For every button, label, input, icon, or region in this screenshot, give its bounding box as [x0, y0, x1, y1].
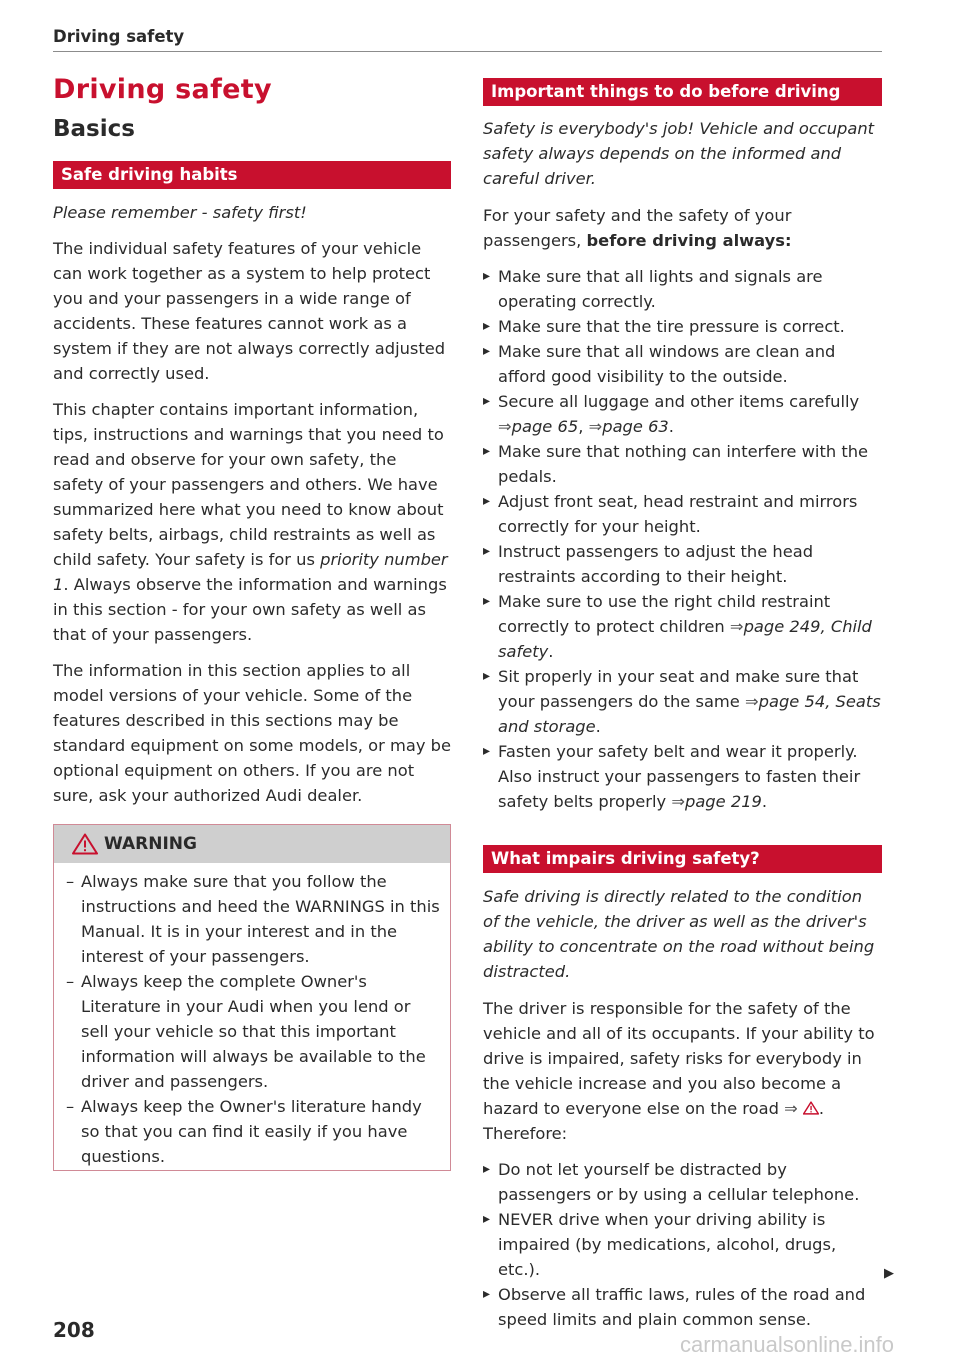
page-ref-link[interactable]: page 54, Seats and storage: [498, 692, 881, 736]
list-item: ▸ Observe all traffic laws, rules of the road and speed limits and plain common sense.: [483, 1282, 882, 1332]
subsection-heading-safe-driving-habits: Safe driving habits: [53, 161, 451, 189]
page-ref-link[interactable]: page 65: [511, 417, 579, 436]
warning-item: – Always keep the complete Owner's Literature in your Audi when you lend or sell your vehicle so that this important information will always be available to the driver and passengers.: [66, 969, 440, 1094]
list-item: ▸ NEVER drive when your driving ability is impaired (by medications, alcohol, drugs, etc.).: [483, 1207, 882, 1282]
list-item: ▸ Make sure that all windows are clean and afford good visibility to the outside.: [483, 339, 882, 389]
left-body: [53, 200, 451, 808]
warning-header: [54, 825, 450, 863]
page-number: 208: [53, 1318, 95, 1342]
page-ref-link[interactable]: page 249, Child safety: [498, 617, 872, 661]
warning-body: [66, 869, 440, 1169]
checklist: [483, 264, 882, 814]
list-item: ▸ Make sure that nothing can interfere with the pedals.: [483, 439, 882, 489]
page-ref-link[interactable]: page 63: [602, 417, 669, 436]
list-item: ▸ Make sure that all lights and signals are operating correctly.: [483, 264, 882, 314]
warning-label: WARNING: [104, 834, 197, 854]
list-item: ▸ Make sure that the tire pressure is correct.: [483, 314, 882, 339]
checklist: [483, 1157, 882, 1332]
paragraph: For your safety and the safety of your passengers, before driving always:: [483, 206, 792, 250]
list-item: ▸ Make sure to use the right child restraint correctly to protect children ⇒page 249, Child safety.: [483, 589, 882, 664]
header-rule: [53, 51, 882, 52]
continue-arrow-icon: ▶: [884, 1266, 894, 1281]
paragraph: The driver is responsible for the safety of the vehicle and all of its occupants. If your ability to drive is impaired, safety risks for everybody in the vehicle increase and you also become a hazard to everyone else on the road ⇒ . Therefore:: [483, 999, 875, 1143]
list-item: ▸ Do not let yourself be distracted by passengers or by using a cellular telephone.: [483, 1157, 882, 1207]
warning-box: [53, 824, 451, 1171]
list-item: ▸ Fasten your safety belt and wear it properly. Also instruct your passengers to fasten their safety belts properly ⇒page 219.: [483, 739, 882, 814]
list-item: ▸ Sit properly in your seat and make sure that your passengers do the same ⇒page 54, Seats and storage.: [483, 664, 882, 739]
warning-triangle-icon: [72, 833, 98, 855]
paragraph: This chapter contains important information, tips, instructions and warnings that you need to read and observe for your own safety, the safety of your passengers and others. We have summarized here what you need to know about safety belts, airbags, child restraints as well as child safety. Your safety is for us priority number 1. Always observe the information and warnings in this section - for your own safety as well as that of your passengers.: [53, 400, 448, 644]
lead-text: Safety is everybody's job! Vehicle and occupant safety always depends on the informed and careful driver.: [483, 119, 875, 188]
heading-what-impairs: What impairs driving safety?: [483, 845, 882, 873]
lead-text: Please remember - safety first!: [53, 203, 307, 222]
warning-item: – Always make sure that you follow the instructions and heed the WARNINGS in this Manual. It is in your interest and in the interest of your passengers.: [66, 869, 440, 969]
list-item: ▸ Secure all luggage and other items carefully ⇒page 65, ⇒page 63.: [483, 389, 882, 439]
warning-item: – Always keep the Owner's literature handy so that you can find it easily if you have questions.: [66, 1094, 440, 1169]
warning-triangle-icon[interactable]: [803, 1101, 819, 1115]
list-item: ▸ Adjust front seat, head restraint and mirrors correctly for your height.: [483, 489, 882, 539]
chapter-title: Driving safety: [53, 74, 272, 105]
before-driving-body: [483, 116, 882, 814]
impairs-body: [483, 884, 882, 1332]
running-header: Driving safety: [53, 27, 185, 46]
page-ref-link[interactable]: page 219: [685, 792, 762, 811]
heading-before-driving: Important things to do before driving: [483, 78, 882, 106]
section-title: Basics: [53, 116, 135, 142]
lead-text: Safe driving is directly related to the condition of the vehicle, the driver as well as the driver's ability to concentrate on the road without being distracted.: [483, 887, 875, 981]
list-item: ▸ Instruct passengers to adjust the head restraints according to their height.: [483, 539, 882, 589]
paragraph: The individual safety features of your vehicle can work together as a system to help protect you and your passengers in a wide range of accidents. These features cannot work as a system if they are not always correctly adjusted and correctly used.: [53, 239, 446, 383]
watermark: carmanualsonline.info: [680, 1332, 895, 1357]
paragraph: The information in this section applies to all model versions of your vehicle. Some of the features described in this sections may be standard equipment on some models, or may be optional equipment on others. If you are not sure, ask your authorized Audi dealer.: [53, 661, 451, 805]
